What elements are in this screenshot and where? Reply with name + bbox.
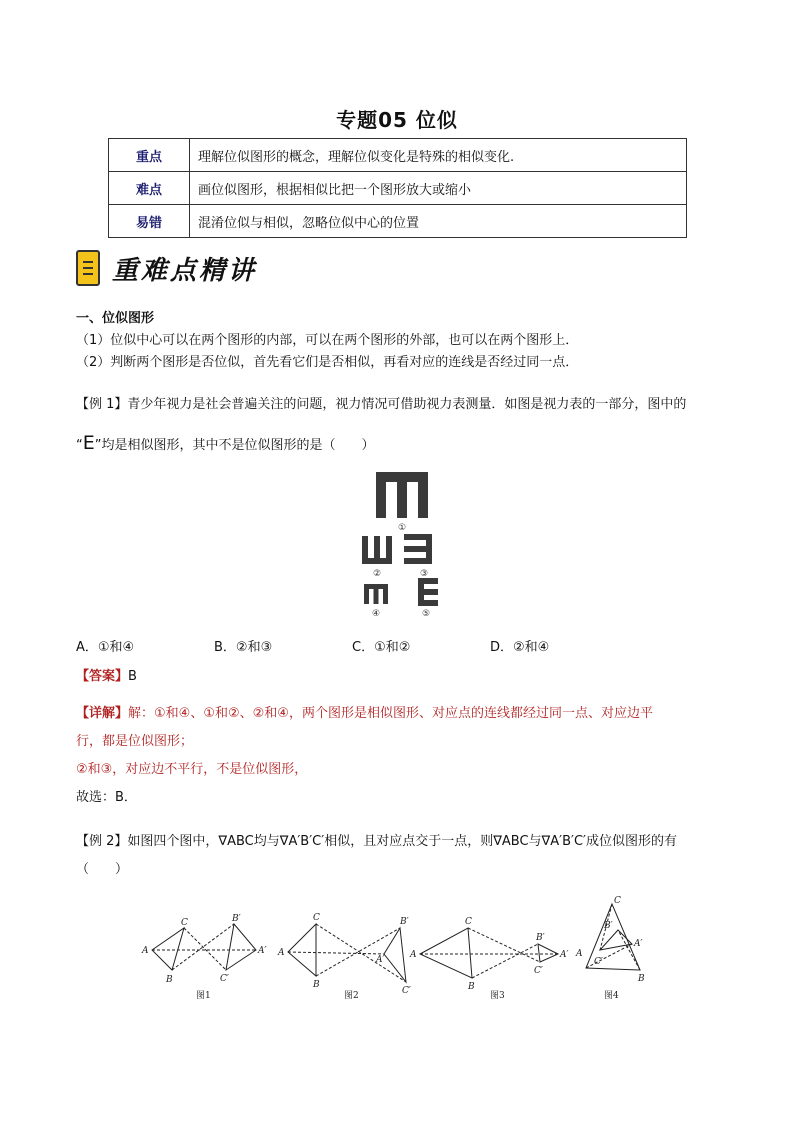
detail-line: ②和③，对应边不平行，不是位似图形， [76, 762, 308, 777]
eye-chart-figure [360, 466, 460, 618]
table-row [109, 172, 687, 205]
caption-fig-3: 图3 [490, 991, 505, 1001]
page-title: 专题05 位似 [336, 108, 458, 132]
detail-line: 故选：B． [76, 790, 137, 805]
option-a: A．①和④ [76, 640, 135, 655]
label-a: A [576, 949, 583, 959]
section-banner [76, 248, 257, 288]
caption-fig-4: 图4 [604, 991, 619, 1001]
label-b-prime: B′ [400, 917, 409, 927]
label-c-prime: C′ [534, 966, 543, 976]
label-c: C [465, 917, 472, 927]
label-a: A [278, 948, 285, 958]
notebook-icon [76, 250, 100, 286]
question-line: 【例 2】如图四个图中，∇ABC均与∇A′B′C′相似，且对应点交于一点，则∇ABC与∇A′B′C′成位似图形的有 [76, 834, 677, 849]
example-2-question [76, 828, 726, 884]
option-d: D．②和④ [490, 640, 550, 655]
answer-options [76, 636, 726, 655]
label-a-prime: A′ [376, 955, 385, 965]
paragraph: （1）位似中心可以在两个图形的内部，可以在两个图形的外部，也可以在两个图形上． [76, 333, 579, 348]
option-b: B．②和③ [214, 640, 273, 655]
label-b-prime: B′ [232, 914, 241, 924]
label-b: B [468, 982, 475, 992]
detail-label: 【详解】 [76, 706, 129, 721]
label-b: B [638, 974, 645, 984]
label-4: ④ [371, 609, 381, 618]
quote-open: “ [76, 438, 83, 453]
label-a: A [142, 946, 149, 956]
label-c-prime: C′ [402, 986, 411, 996]
label-5: ⑤ [421, 609, 431, 618]
option-c: C．①和② [352, 640, 411, 655]
table-row [109, 205, 687, 238]
row-label: 重点 [109, 139, 190, 172]
detail-text: 解：①和④、①和②、②和④，两个图形是相似图形、对应点的连线都经过同一点、对应边平 [128, 706, 653, 721]
answer-block [76, 666, 726, 688]
label-c: C [313, 913, 320, 923]
answer-line [76, 666, 726, 688]
example-2-figures [138, 894, 658, 1004]
question-line: 【例 1】青少年视力是社会普遍关注的问题，视力情况可借助视力表测量．如图是视力表的一部分，图中的 [76, 397, 687, 412]
table-row [109, 139, 687, 172]
row-text: 理解位似图形的概念，理解位似变化是特殊的相似变化. [190, 139, 687, 172]
section-title: 一、位似图形 [76, 311, 155, 326]
label-a: A [410, 950, 417, 960]
label-c-prime: C′ [594, 957, 603, 967]
row-text: 画位似图形，根据相似比把一个图形放大或缩小 [190, 172, 687, 205]
detail-block [76, 700, 726, 812]
key-points-table [108, 138, 687, 238]
row-label: 易错 [109, 205, 190, 238]
example-1-question-line-2 [76, 432, 726, 457]
label-1: ① [397, 523, 407, 533]
caption-fig-2: 图2 [344, 991, 359, 1001]
detail-line [76, 700, 726, 728]
question-line: ”均是相似图形，其中不是位似图形的是（ ） [94, 438, 375, 453]
label-a-prime: A′ [634, 939, 643, 949]
label-3: ③ [419, 569, 429, 579]
banner-title: 重难点精讲 [112, 255, 258, 286]
label-c-prime: C′ [220, 974, 229, 984]
label-b-prime: B′ [536, 933, 545, 943]
label-b: B [313, 980, 320, 990]
question-line: （ ） [76, 862, 129, 877]
row-label: 难点 [109, 172, 190, 205]
label-b-prime: B′ [604, 921, 613, 931]
answer-label: 【答案】 [76, 669, 129, 684]
label-2: ② [372, 569, 382, 579]
row-text: 混淆位似与相似，忽略位似中心的位置 [190, 205, 687, 238]
answer-value: B [128, 669, 137, 684]
section-1 [76, 308, 726, 374]
label-a-prime: A′ [560, 950, 569, 960]
detail-line: 行，都是位似图形； [76, 734, 194, 749]
label-c: C [181, 918, 188, 928]
label-c: C [614, 896, 621, 906]
label-a-prime: A′ [258, 946, 267, 956]
example-1-question [76, 394, 726, 416]
e-glyph: E [82, 432, 95, 454]
paragraph: （2）判断两个图形是否位似，首先看它们是否相似，再看对应的连线是否经过同一点． [76, 355, 579, 370]
label-b: B [166, 975, 173, 985]
caption-fig-1: 图1 [196, 991, 211, 1001]
